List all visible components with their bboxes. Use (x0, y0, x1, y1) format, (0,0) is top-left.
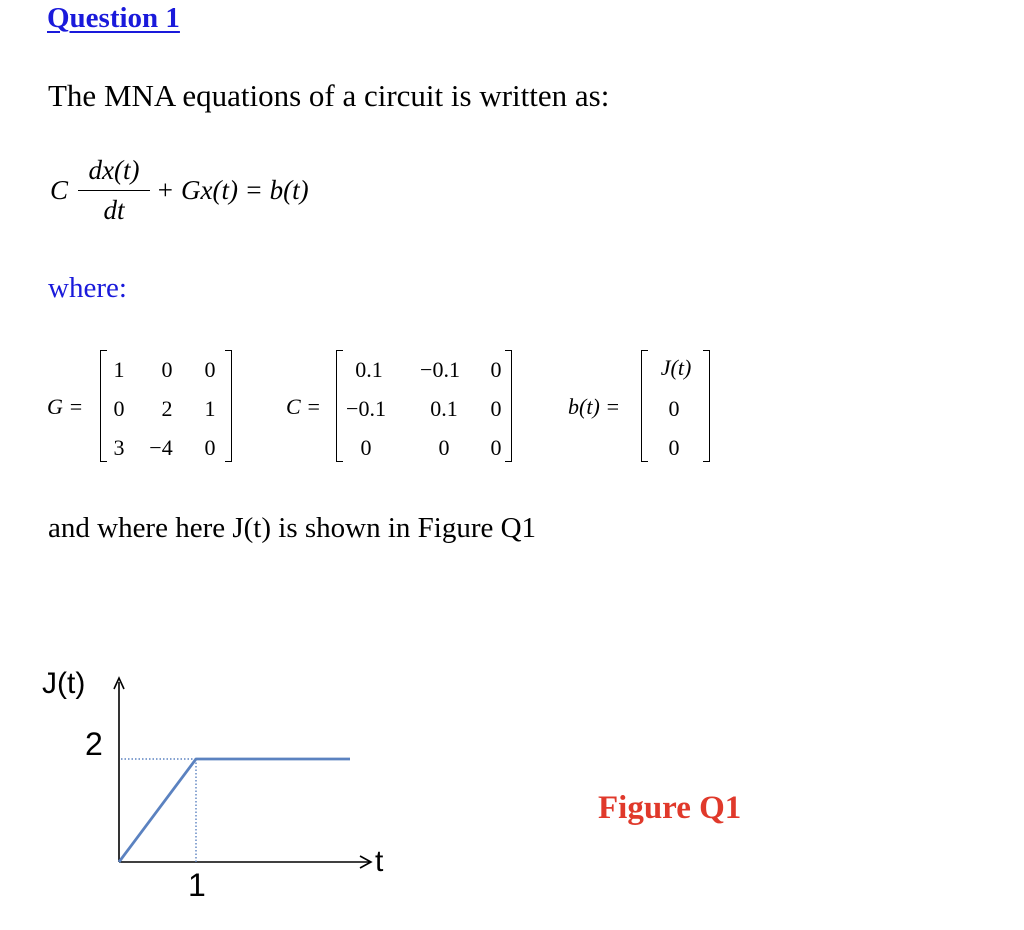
closing-text: and where here J(t) is shown in Figure Q1 (48, 512, 537, 544)
matrix-g-cell: 1 (204, 396, 216, 421)
matrix-c-cell: 0.1 (430, 396, 458, 421)
vector-b-cell: 0 (668, 396, 680, 421)
matrix-c-cell: −0.1 (346, 396, 386, 421)
matrix-g-cell: 0 (161, 357, 173, 382)
matrix-c-cell: 0 (490, 435, 502, 460)
matrix-g-cell: 0 (204, 357, 216, 382)
figure-q1-plot (0, 640, 420, 920)
equation-rest: + Gx(t) = b(t) (156, 175, 309, 205)
vector-b-label: b(t) = (568, 394, 621, 419)
vector-b-cell: J(t) (660, 355, 692, 380)
where-text: where: (48, 272, 127, 304)
intro-text: The MNA equations of a circuit is written as: (48, 78, 610, 113)
y-axis-label: J(t) (42, 667, 86, 700)
series-line-j (119, 759, 350, 862)
fraction-numerator: dx(t) (88, 155, 140, 185)
x-axis-label: t (375, 845, 384, 878)
figure-label: Figure Q1 (598, 790, 742, 826)
matrix-g-cell: 2 (161, 396, 173, 421)
fraction-denominator: dt (103, 195, 125, 225)
matrix-g-cell: 0 (113, 396, 125, 421)
matrix-c-cell: 0 (490, 357, 502, 382)
matrix-g-label: G = (47, 394, 84, 419)
equation-c: C (50, 175, 69, 205)
matrix-c-cell: 0 (490, 396, 502, 421)
equation-fraction (78, 155, 150, 235)
matrix-c-cell: 0 (360, 435, 372, 460)
matrix-g-cell: −4 (149, 435, 173, 460)
matrix-c-cell: 0 (438, 435, 450, 460)
vector-b-cell: 0 (668, 435, 680, 460)
matrix-g-cell: 0 (204, 435, 216, 460)
question-title: Question 1 (47, 2, 180, 34)
y-tick-label: 2 (85, 726, 103, 762)
mna-equation (50, 155, 350, 235)
matrix-g-cell: 1 (113, 357, 125, 382)
matrix-g-cell: 3 (113, 435, 125, 460)
x-tick-label: 1 (188, 867, 206, 903)
matrix-c-cell: −0.1 (420, 357, 460, 382)
matrix-c-cell: 0.1 (355, 357, 383, 382)
fraction-bar (78, 190, 150, 191)
matrix-c-label: C = (286, 394, 322, 419)
